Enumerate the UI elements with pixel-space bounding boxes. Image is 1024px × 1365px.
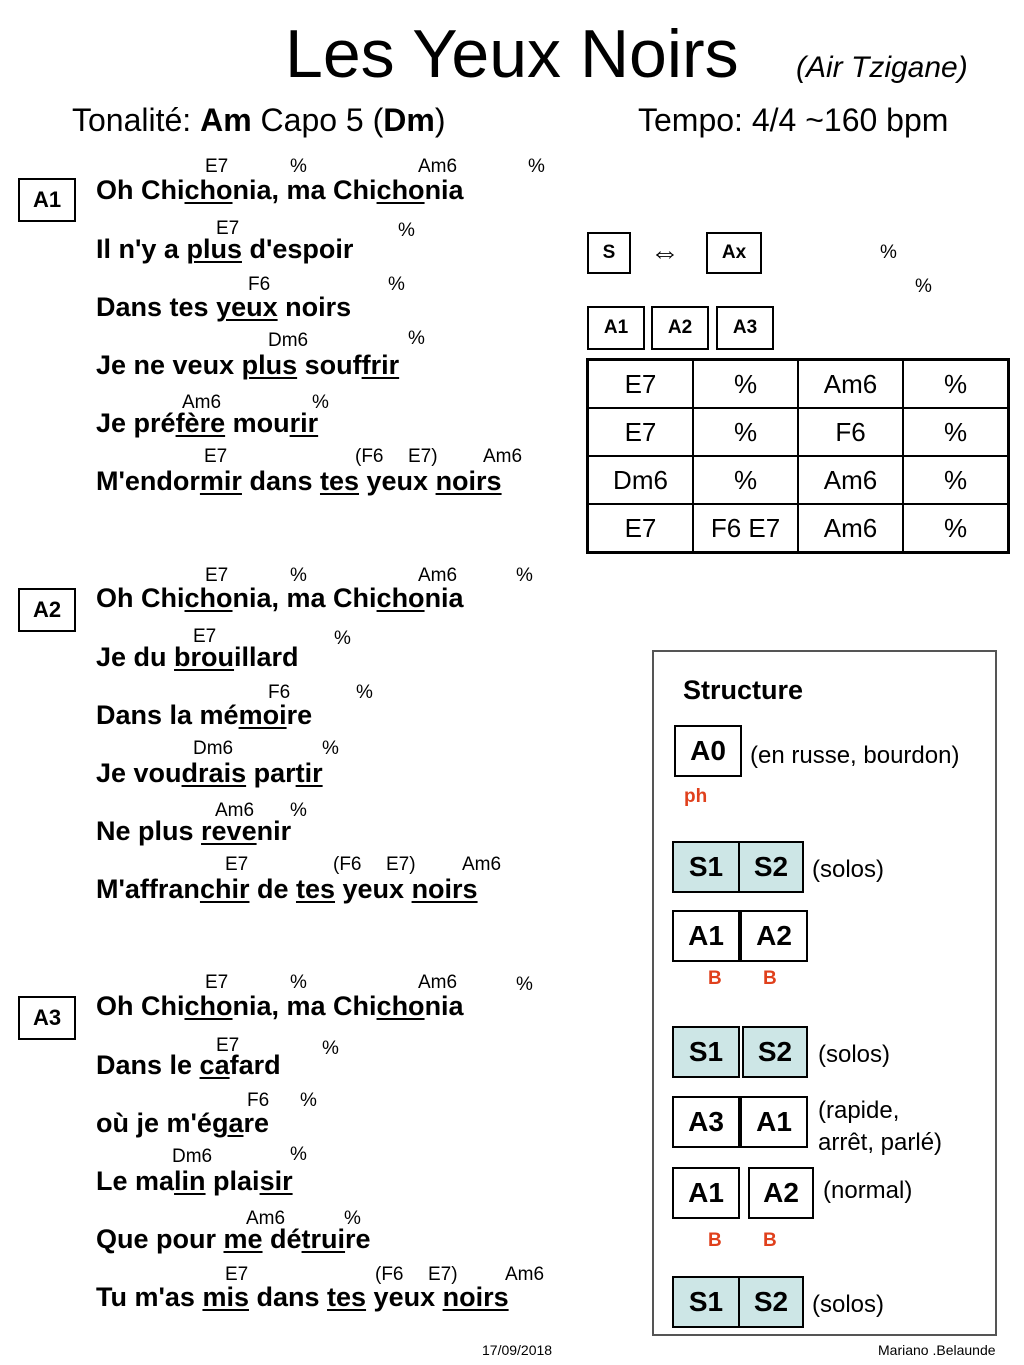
lyric-line: Que pour me détruire — [96, 1224, 371, 1254]
grid-cell: Dm6 — [588, 456, 694, 504]
grid-cell: Am6 — [798, 360, 903, 409]
chord: Am6 — [246, 1208, 286, 1229]
chord: % — [290, 156, 307, 177]
chord: % — [356, 682, 373, 703]
grid-cell: Am6 — [798, 504, 903, 553]
grid-cell: % — [903, 456, 1009, 504]
chord: E7) — [428, 1264, 458, 1285]
grid-cell: % — [693, 360, 798, 409]
grid-cell: F6 — [798, 408, 903, 456]
chord-grid — [586, 358, 1010, 554]
structure-note: arrêt, parlé) — [818, 1129, 943, 1156]
chord: F6 — [248, 274, 271, 295]
grid-cell: % — [693, 408, 798, 456]
grid-cell: % — [903, 360, 1009, 409]
structure-s1: S1 — [672, 841, 740, 893]
capo-key: Dm — [383, 102, 435, 138]
chord: E7) — [408, 446, 438, 467]
lyric-line: Dans le cafard — [96, 1050, 281, 1080]
grid-cell: F6 E7 — [693, 504, 798, 553]
chord: Am6 — [505, 1264, 545, 1285]
lyric-line: Il n'y a plus d'espoir — [96, 234, 354, 264]
chord: E7 — [216, 1035, 240, 1056]
chord: % — [408, 328, 425, 349]
chord: E7 — [193, 626, 217, 647]
chord: % — [398, 220, 415, 241]
structure-note: (normal) — [823, 1177, 913, 1204]
b-mark: B — [708, 968, 722, 989]
chord: Dm6 — [268, 330, 309, 351]
chord: % — [290, 800, 307, 821]
lyric-line: M'endormir dans tes yeux noirs — [96, 466, 502, 496]
nav-a3-box: A3 — [716, 306, 774, 350]
lyric-line: Dans la mémoire — [96, 700, 313, 730]
chord: % — [322, 738, 339, 759]
tonality-label: Tonalité: — [72, 102, 201, 138]
lyric-line: M'affranchir de tes yeux noirs — [96, 874, 478, 904]
chord: % — [344, 1208, 361, 1229]
tempo-line: Tempo: 4/4 ~160 bpm — [638, 102, 949, 138]
structure-s2: S2 — [738, 841, 804, 893]
grid-cell: E7 — [588, 504, 694, 553]
chord: Am6 — [215, 800, 255, 821]
section-label-a2: A2 — [18, 588, 76, 632]
chord: % — [334, 628, 351, 649]
grid-cell: % — [903, 408, 1009, 456]
structure-note: (solos) — [812, 856, 885, 883]
section-label-a3: A3 — [18, 996, 76, 1040]
chord: Am6 — [483, 446, 523, 467]
chord: % — [312, 392, 329, 413]
chord: Am6 — [462, 854, 502, 875]
structure-a1: A1 — [672, 910, 740, 962]
structure-a1: A1 — [672, 1167, 740, 1219]
repeat-mark: % — [915, 276, 932, 297]
chord: % — [322, 1038, 339, 1059]
double-arrow-icon: ⇔ — [650, 236, 680, 269]
chord: (F6 — [355, 446, 384, 467]
chord: Dm6 — [193, 738, 234, 759]
structure-a0-note: (en russe, bourdon) — [750, 742, 960, 769]
structure-a0: A0 — [674, 725, 742, 777]
grid-cell: % — [693, 456, 798, 504]
footer-date: 17/09/2018 — [482, 1342, 553, 1358]
grid-row — [588, 360, 1009, 409]
structure-s2: S2 — [738, 1276, 804, 1328]
lyric-line: Oh Chichonia, ma Chichonia — [96, 991, 464, 1021]
structure-note: (solos) — [812, 1291, 885, 1318]
lyric-line: Dans tes yeux noirs — [96, 292, 352, 322]
ph-mark: ph — [684, 786, 708, 807]
chord: E7 — [225, 1264, 249, 1285]
nav-ax-box: Ax — [706, 232, 762, 274]
chord: % — [516, 565, 533, 586]
chord: Am6 — [418, 972, 458, 993]
structure-a3: A3 — [672, 1096, 740, 1148]
chord: (F6 — [333, 854, 362, 875]
capo-label: Capo 5 ( — [251, 102, 384, 138]
chord: % — [516, 974, 533, 995]
chord: E7 — [205, 156, 229, 177]
chord: E7 — [205, 972, 229, 993]
chord: Am6 — [418, 156, 458, 177]
chord: E7 — [204, 446, 228, 467]
structure-note: (rapide, — [818, 1097, 900, 1124]
footer-author: Mariano .Belaunde — [878, 1342, 996, 1358]
chord: % — [290, 1144, 307, 1165]
tonality-line — [72, 100, 445, 140]
grid-cell: Am6 — [798, 456, 903, 504]
chord: % — [290, 972, 307, 993]
chord: F6 — [268, 682, 291, 703]
capo-close: ) — [434, 102, 446, 138]
lyric-line: Je voudrais partir — [96, 758, 323, 788]
structure-s1: S1 — [672, 1276, 740, 1328]
page-subtitle: (Air Tzigane) — [796, 51, 968, 84]
chord: Am6 — [182, 392, 222, 413]
tonality-key: Am — [200, 102, 252, 138]
chord: Am6 — [418, 565, 458, 586]
grid-cell: E7 — [588, 408, 694, 456]
chord: E7 — [205, 565, 229, 586]
lyric-line: où je m'égare — [96, 1108, 269, 1138]
nav-a1-box: A1 — [587, 306, 645, 350]
structure-a2: A2 — [740, 910, 808, 962]
b-mark: B — [763, 1230, 777, 1251]
grid-row — [588, 408, 1009, 456]
chord: Dm6 — [172, 1146, 213, 1167]
page-title: Les Yeux Noirs — [285, 16, 739, 92]
nav-a2-box: A2 — [651, 306, 709, 350]
chord: E7 — [216, 218, 240, 239]
chord: % — [300, 1090, 317, 1111]
structure-a1: A1 — [740, 1096, 808, 1148]
chord: % — [290, 565, 307, 586]
chord: (F6 — [375, 1264, 404, 1285]
structure-a2: A2 — [748, 1167, 814, 1219]
lyric-line: Je ne veux plus souffrir — [96, 350, 400, 380]
structure-s2: S2 — [742, 1026, 808, 1078]
chord: F6 — [247, 1090, 270, 1111]
grid-cell: E7 — [588, 360, 694, 409]
b-mark: B — [708, 1230, 722, 1251]
lyric-line: Je du brouillard — [96, 642, 299, 672]
grid-row — [588, 456, 1009, 504]
nav-s-box: S — [587, 232, 631, 274]
structure-note: (solos) — [818, 1041, 891, 1068]
chord: % — [388, 274, 405, 295]
structure-s1: S1 — [672, 1026, 740, 1078]
section-label-a1: A1 — [18, 178, 76, 222]
repeat-mark: % — [880, 242, 897, 263]
lyric-line: Tu m'as mis dans tes yeux noirs — [96, 1282, 509, 1312]
lyric-line: Oh Chichonia, ma Chichonia — [96, 175, 464, 205]
lyric-line: Je préfère mourir — [96, 408, 319, 438]
grid-row — [588, 504, 1009, 553]
grid-cell: % — [903, 504, 1009, 553]
b-mark: B — [763, 968, 777, 989]
lyric-line: Le malin plaisir — [96, 1166, 293, 1196]
structure-title: Structure — [683, 675, 804, 705]
lyric-line: Ne plus revenir — [96, 816, 292, 846]
chord: E7) — [386, 854, 416, 875]
lyric-line: Oh Chichonia, ma Chichonia — [96, 583, 464, 613]
chord: E7 — [225, 854, 249, 875]
chord: % — [528, 156, 545, 177]
